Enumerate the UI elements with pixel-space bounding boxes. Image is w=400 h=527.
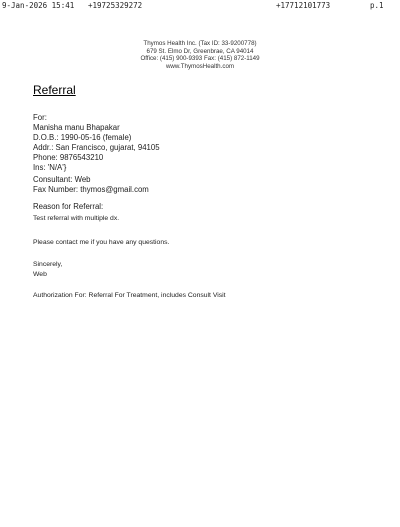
patient-dob: D.O.B.: 1990-05-16 (female) (33, 133, 132, 142)
authorization-text: Authorization For: Referral For Treatment, includes Consult Visit (33, 292, 226, 299)
patient-phone: Phone: 9876543210 (33, 153, 104, 162)
patient-address: Addr.: San Francisco, gujarat, 94105 (33, 143, 160, 152)
signer-name: Web (33, 271, 47, 278)
sincerely-text: Sincerely, (33, 261, 63, 268)
patient-name: Manisha manu Bhapakar (33, 123, 120, 132)
consultant-fax: Fax Number: thymos@gmail.com (33, 185, 149, 194)
reason-label: Reason for Referral: (33, 202, 104, 211)
consultant-name: Consultant: Web (33, 175, 91, 184)
fax-from-number: +19725329272 (88, 1, 143, 10)
letterhead-address: 679 St. Elmo Dr, Greenbrae, CA 94014 (146, 47, 254, 55)
for-label: For: (33, 113, 47, 122)
fax-page-number: p.1 (370, 1, 384, 10)
letterhead-website: www.ThymosHealth.com (165, 62, 235, 70)
page-title: Referral (33, 83, 76, 97)
patient-block (33, 113, 160, 173)
reason-text: Test referral with multiple dx. (33, 215, 120, 222)
fax-date-time: 9-Jan-2026 15:41 (2, 1, 75, 10)
fax-to-number: +17712101773 (276, 1, 331, 10)
letterhead-phone-fax: Office: (415) 900-9393 Fax: (415) 872-1149 (140, 55, 260, 63)
fax-header (0, 0, 400, 12)
contact-text: Please contact me if you have any questions. (33, 239, 170, 246)
patient-insurance: Ins: 'N/A'} (33, 163, 67, 172)
consultant-block (33, 175, 149, 195)
letterhead-company: Thymos Health Inc. (Tax ID: 33-9200778) (143, 40, 257, 47)
letterhead (0, 40, 400, 70)
